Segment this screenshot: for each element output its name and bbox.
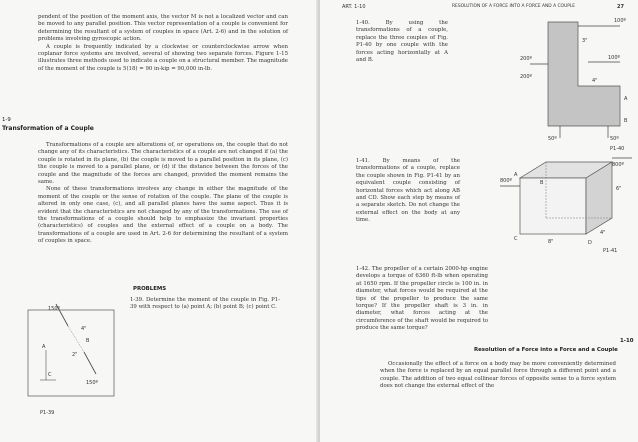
left-page xyxy=(0,0,318,442)
fig141-point-d: D xyxy=(588,240,592,246)
fig141-label-a: 800º xyxy=(500,178,512,184)
section-number: 1-9 xyxy=(2,117,11,123)
force-label-2: 150º xyxy=(86,380,98,386)
fig140-label-c: 200º xyxy=(520,56,532,62)
body-paragraph-2: None of these transformations involves any change in either the magnitude of the moment of the couple or the sense of rotation of the couple. The plane of the couple is altered in only one case, (c), and all parallel planes have the same aspect. Thus it is evident that the characteristics are not changed by any of the transformations. The use of the transformations of a couple should help to emphasize the invariant properties (characteristics) of couples and the external effect of a couple on a body. The transformations of a couple are used in Art. 2-6 for determining the resultant of a system of couples in space. xyxy=(38,186,288,245)
figure-p1-39-label: P1-39 xyxy=(40,410,55,416)
body-paragraph-1: Transformations of a couple are alterations of, or operations on, the couple that do not change any of its characteristics. The characteristics of a couple are not changed if (a) the couple is rotated in its plane, (b) the couple is moved to a parallel position in its plane, (c) the couple is moved to a parallel plane, or (d) if the distance between the forces of the couple and the magnitude of the forces are changed, provided the moment remains the same. xyxy=(38,142,288,186)
fig140-label-b: 3" xyxy=(582,38,588,44)
page-number: 27 xyxy=(617,4,624,10)
fig140-label-a: 100º xyxy=(614,18,626,24)
problem-1-40-text: 1-40. By using the transformations of a couple, replace the three couples of Fig. P1-40 by one couple with the forces acting horizontally at A and B. xyxy=(356,20,448,64)
intro-paragraph-1: pendent of the position of the moment axis, the vector M is not a localized vector and can be moved to any parallel position. This vector representation of a couple is convenient for determining the resultant of a system of couples in space (Art. 2-6) and in the solution of problems involving gyroscopic action. xyxy=(38,14,288,43)
section-number-1-10: 1-10 xyxy=(620,338,634,344)
figure-p1-39 xyxy=(26,300,126,400)
fig141-label-d: 4" xyxy=(600,230,606,236)
figure-p1-41-label: P1-41 xyxy=(603,248,618,254)
fig140-point-a: A xyxy=(624,96,628,102)
problem-1-39 xyxy=(130,297,280,312)
problem-1-42-text: 1-42. The propeller of a certain 2000-hp engine develops a torque of 6360 ft-lb when operating at 1650 rpm. If the propeller circle is 100 in. in diameter, what forces would be required at the tips of the propeller to produce the same torque? If the propeller shaft is 3 in. in diameter, what forces acting at the circumference of the shaft would be required to produce the same torque? xyxy=(356,266,488,332)
dimension-label-1: 4" xyxy=(81,326,87,332)
dimension-label-2: 2" xyxy=(72,352,78,358)
running-title: RESOLUTION OF A FORCE INTO A FORCE AND A COUPLE xyxy=(452,4,576,9)
fig140-label-g: 50º xyxy=(548,136,557,142)
point-c-label: C xyxy=(48,372,52,378)
fig141-point-a: A xyxy=(514,172,518,178)
figure-frame xyxy=(28,310,114,396)
problem-1-42 xyxy=(356,266,488,333)
point-a-label: A xyxy=(42,344,46,350)
fig140-label-h: 50º xyxy=(610,136,619,142)
problem-1-39-text: 1-39. Determine the moment of the couple in Fig. P1-39 with respect to (a) point A; (b) point B; (c) point C. xyxy=(130,297,280,311)
closing-paragraph: Occasionally the effect of a force on a body may be more conveniently determined when the force is replaced by an equal parallel force through a different point and a couple. The addition of two equal collinear forces of opposite sense to a force system does not change the external effect of the xyxy=(380,361,616,390)
intro-paragraph-2: A couple is frequently indicated by a clockwise or counterclockwise arrow when coplanar force systems are involved, several of showing two separate forces. Figure 1-15 illustrates three methods used to indicate a couple on a structural member. The magnitude of the moment of the couple is 5(18) = 90 in-kip = 90,000 in-lb. xyxy=(38,43,288,72)
running-head: ART. 1-10 xyxy=(342,4,366,10)
fig141-label-b: 800º xyxy=(612,162,624,168)
figure-p1-40 xyxy=(520,14,632,144)
figure-p1-40-label: P1-40 xyxy=(610,146,625,152)
fig141-point-c: C xyxy=(514,236,518,242)
problems-heading: PROBLEMS xyxy=(133,286,167,292)
force-arrow-bottom xyxy=(84,352,96,374)
fig141-point-b: B xyxy=(540,180,544,186)
figure-p1-41 xyxy=(500,154,634,246)
problem-1-41-text: 1-41. By means of the transformations of a couple, replace the couple shown in Fig. P1-41 by an equivalent couple consisting of horizontal forces which act along AB and CD. Show each step by means of a separate sketch. Do not change the external effect on the body at any time. xyxy=(356,158,460,224)
box-front-face xyxy=(520,178,586,234)
fig141-label-c: 6" xyxy=(616,186,622,192)
fig140-label-e: 200º xyxy=(520,74,532,80)
problem-1-40 xyxy=(356,20,448,64)
fig140-label-d: 100º xyxy=(608,55,620,61)
closing-text xyxy=(380,361,616,391)
intro-text xyxy=(38,14,288,73)
force-label-1: 150º xyxy=(48,306,60,312)
fig140-label-f: 4" xyxy=(592,78,598,84)
section-title: Transformation of a Couple xyxy=(2,125,94,132)
point-b-label: B xyxy=(86,338,90,344)
problem-1-41 xyxy=(356,158,460,225)
fig141-label-e: 8" xyxy=(548,239,554,245)
section-body xyxy=(38,142,288,246)
fig140-point-b: B xyxy=(624,118,628,124)
right-page xyxy=(320,0,638,442)
section-title-1-10: Resolution of a Force into a Force and a Couple xyxy=(474,347,618,353)
